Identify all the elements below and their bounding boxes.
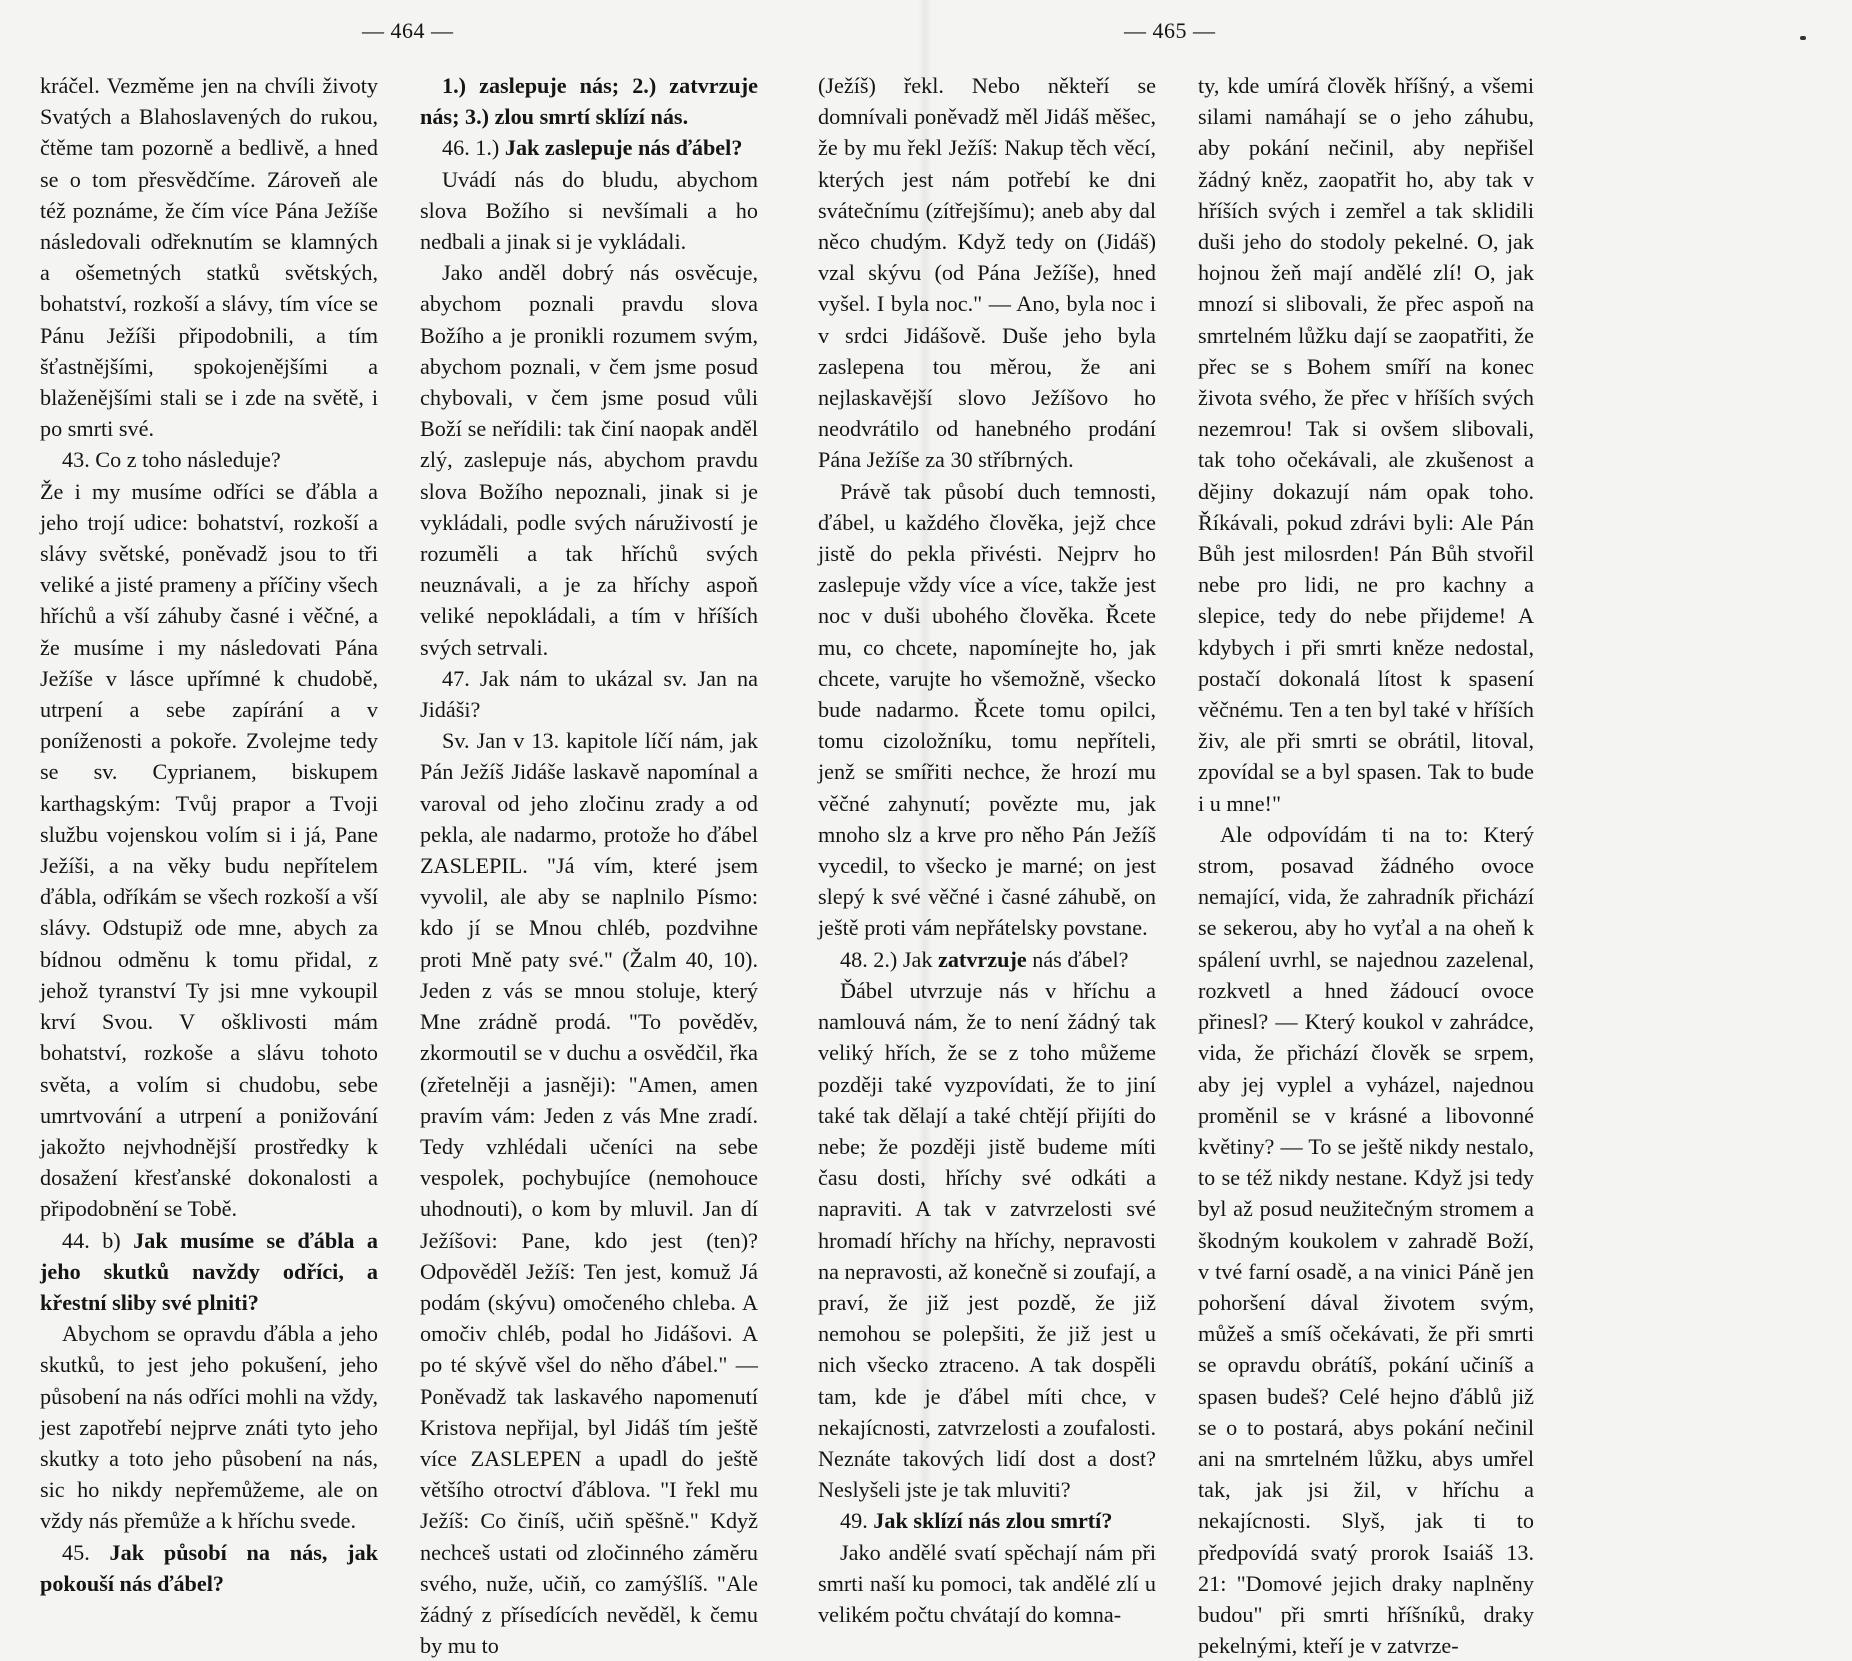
paragraph [40,1225,378,1319]
question-text: Jak zaslepuje nás ďábel? [504,135,743,161]
question-number: 45. [62,1539,110,1565]
paragraph: Jako anděl dobrý nás osvěcuje, abychom poznali pravdu slova Božího a je pronikli rozumem svým, abychom poznali, v čem jsme posud chybovali, v čem jsme posud vůli Boží se neřídili: tak činí naopak anděl zlý, zaslepuje nás, abychom pravdu slova Božího nepoznali, jinak si je vykládali, podle svých náruživostí je rozuměli a tak hříchů svých neuznávali, a je za hříchy aspoň veliké nepokládali, a tím v hříších svých setrvali. [420,260,758,660]
right-page-number: — 465 — [1124,18,1216,43]
column-2 [420,70,758,1661]
question-text: Jak působí na nás, jak pokouší nás ďábel? [40,1539,379,1596]
left-page-number: — 464 — [362,18,454,43]
ink-speck [1800,36,1806,40]
paragraph: Ale odpovídám ti na to: Který strom, posavad žádného ovoce nemající, vida, že zahradník přichází se sekerou, aby ho vyťal a na oheň k spálení uvrhl, se najednou zazelenal, rozkvetl a hned žádoucí ovoce přinesl? — Který koukol v zahrádce, vida, že přichází člověk se srpem, aby jej vyplel a vyházel, najednou proměnil se v krásné a libovonné květiny? — To se ještě nikdy nestalo, to se též nikdy nestane. Když jsi tedy byl až posud neužitečným stromem a škodným koukolem v zahradě Boží, v tvé farní osadě, a na vinici Páně jen pohoršení dával životem svým, můžeš a smíš očekávati, že při smrti se opravdu obrátíš, pokání učiníš a spasen budeš? Celé hejno ďáblů již se o to postará, abys pokání nečinil ani na smrtelném lůžku, abys umřel tak, jak jsi žil, v hříchu a nekajícnosti. Slyš, jak ti to předpovídá svatý prorok Isaiáš 13. 21: "Domové jejich draky naplněny budou" při smrti hříšníků, draky pekelnými, kteří je v zatvrze- [1198,821,1534,1659]
question-number: 44. b) [62,1227,134,1253]
question-number: 48. 2.) Jak [840,946,938,972]
paragraph: kráčel. Vezměme jen na chvíli životy Svatých a Blahoslavených do rukou, čtěme tam pozorně a bedlivě, a hned se o tom přesvědčíme. Zároveň ale též poznáme, že čím více Pána Ježíše následovali odřeknutím se klamných a ošemetných statků světských, bohatství, rozkoší a slávy, tím více se Pánu Ježíši připodobnili, a tím šťastnějšími, spokojenějšími a blaženějšími stali se i zde na světě, i po smrti své. [40,73,378,442]
paragraph [818,1505,1156,1536]
question-tail: nás ďábel? [1026,946,1129,972]
paragraph: Uvádí nás do bludu, abychom slova Božího si nevšímali a ho nedbali a jinak si je vykládali. [420,166,758,255]
paragraph: Sv. Jan v 13. kapitole líčí nám, jak Pán Ježíš Jidáše laskavě napomínal a varoval od jeho zločinu zrady a od pekla, ale nadarmo, protože ho ďábel ZASLEPIL. "Já vím, které jsem vyvolil, ale aby se naplnilo Písmo: kdo jí se Mnou chléb, pozdvihne proti Mně paty své." (Žalm 40, 10). Jeden z vás se mnou stoluje, který Mne zrádně prodá. "To pověděv, zkormoutil se v duchu a osvědčil, řka (zřetelněji a jasněji): "Amen, amen pravím vám: Jeden z vás Mne zradí. Tedy vzhlédali učeníci na sebe vespolek, pochybujíce (nemohouce uhodnouti), o kom by mluvil. Jan dí Ježíšovi: Pane, kdo jest (ten)? Odpověděl Ježíš: Ten jest, komuž Já podám (skývu) omočeného chleba. A omočiv chléb, podal ho Jidášovi. A po té skývě všel do něho ďábel." — Poněvadž tak laskavého napomenutí Kristova nepřijal, byl Jidáš tím ještě více ZASLEPEN a upadl do ještě většího otroctví ďáblova. "I řekl mu Ježíš: Co činíš, učiň spěšně." Když nechceš ustati od zločinného záměru svého, nuže, učiň, co zamýšlíš. "Ale žádný z přísedících nevěděl, k čemu by mu to [420,728,758,1659]
paragraph [40,1537,378,1599]
paragraph: Že i my musíme odříci se ďábla a jeho trojí udice: bohatství, rozkoší a slávy světské, poněvadž jsou to tři veliké a jisté prameny a příčiny všech hříchů a vší záhuby časné i věčné, a že musíme i my následovati Pána Ježíše v lásce upřímné k chudobě, utrpení a sebe zapírání a v poníženosti a pokoře. Zvolejme tedy se sv. Cyprianem, biskupem karthagským: Tvůj prapor a Tvoji službu vojenskou volím si i já, Pane Ježíši, a na věky budu nepřítelem ďábla, odříkám se všech rozkoší a vší slávy. Odstupiž ode mne, abych za bídnou odměnu k tomu přidal, z jehož tyranství Ty jsi mne vykoupil krví Svou. V ošklivosti mám bohatství, rozkoše a slávu tohoto světa, a volím si chudobu, sebe umrtvování a utrpení a ponižování jakožto nejvhodnější prostředky k dosažení křesťanské dokonalosti a připodobnění se Tobě. [40,478,378,1222]
question-number: 49. [840,1508,874,1534]
paragraph: (Ježíš) řekl. Nebo někteří se domnívali poněvadž měl Jidáš měšec, že by mu řekl Ježíš: Nakup těch věcí, kterých jest nám potřebí ke dni svátečnímu (zítřejšímu); aneb aby dal něco chudým. Když tedy on (Jidáš) vzal skývu (od Pána Ježíše), hned vyšel. I byla noc." — Ano, byla noc i v srdci Jidášově. Duše jeho byla zaslepena tou měrou, že ani nejlaskavější slovo Ježíšovo ho neodvrátilo od hanebného prodání Pána Ježíše za 30 stříbrných. [818,73,1156,473]
question-text: Jak musíme se ďábla a jeho skutků navždy odříci, a křestní sliby své plniti? [40,1227,378,1315]
paragraph: 47. Jak nám to ukázal sv. Jan na Jidáši? [420,665,758,723]
column-4 [1198,70,1534,1661]
paragraph: Ďábel utvrzuje nás v hříchu a namlouvá nám, že to není žádný tak veliký hřích, že se z toho můžeme později také vyzpovídati, že to jiní také tak dělají a také chtějí přijíti do nebe; že později jistě budeme míti času dosti, hříchy své odkáti a napraviti. A tak v zatvrzelosti své hromadí hříchy na hříchy, nepravosti na nepravosti, až konečně si zoufají, a praví, že již jest pozdě, že již nemohou se polepšiti, že již jest u nich všecko ztraceno. A tak dospěli tam, kde je ďábel míti chce, v nekajícnosti, zatvrzelosti a zoufalosti. Neznáte takových lidí dost a dost? Neslyšeli jste je tak mluviti? [818,977,1156,1503]
paragraph: Jako andělé svatí spěchají nám při smrti naší ku pomoci, tak andělé zlí u velikém počtu chvátají do komna- [818,1539,1156,1627]
question-text: Jak sklízí nás zlou smrtí? [873,1508,1113,1534]
paragraph: 1.) zaslepuje nás; 2.) zatvrzuje nás; 3.) zlou smrtí sklízí nás. [420,73,758,130]
column-3 [818,70,1156,1630]
paragraph: Abychom se opravdu ďábla a jeho skutků, to jest jeho pokušení, jeho působení na nás odříci mohli na vždy, jest zapotřebí nejprve znáti tyto jeho skutky a toto jeho působení na nás, sic ho nikdy nepřemůžeme, ale on vždy nás přemůže a k hříchu svede. [40,1321,378,1534]
column-1 [40,70,378,1599]
question-text: zatvrzuje [937,946,1027,972]
paragraph [818,944,1156,975]
paragraph: Právě tak působí duch temnosti, ďábel, u každého člověka, jejž chce jistě do pekla přivésti. Nejprv ho zaslepuje vždy více a více, takže jest noc v duši ubohého člověka. Řcete mu, co chcete, napomínejte ho, jak chcete, varujte ho všemožně, všecko bude nadarmo. Řcete tomu opilci, tomu cizoložníku, tomu nepříteli, jenž se smířiti nechce, že hrozí mu věčné zahynutí; povězte mu, jak mnoho slz a krve pro něho Pán Ježíš vycedil, to všecko je marné; on jest slepý k své věčné i časné záhubě, on ještě proti vám nepřátelsky povstane. [818,478,1156,941]
paragraph: 43. Co z toho následuje? [62,447,281,473]
paragraph [420,132,758,163]
question-number: 46. 1.) [442,135,505,161]
paragraph: ty, kde umírá člověk hříšný, a všemi silami namáhají se o jeho záhubu, aby pokání nečinil, aby nepřišel žádný kněz, zaopatřit ho, aby tak v hříších svých i zemřel a tak sklidili duši jeho do stodoly pekelné. O, jak hojnou žeň mají andělé zlí! O, jak mnozí si slibovali, že přec aspoň na smrtelném lůžku dají se zaopatřiti, že přec se s Bohem smíří na konec života svého, že přec v hříších svých nezemrou! Tak si ovšem slibovali, tak toho očekávali, ale zkušenost a dějiny dokazují nám opak toho. Říkávali, pokud zdrávi byli: Ale Pán Bůh jest milosrden! Pán Bůh stvořil nebe pro lidi, ne pro kachny a slepice, tedy do nebe přijdeme! A kdybych i při smrti kněze nedostal, postačí dokonalá lítost k spasení věčnému. Ten a ten byl také v hříších živ, ale při smrti se obrátil, litoval, zpovídal se a byl spasen. Tak to bude i u mne!" [1198,73,1534,816]
